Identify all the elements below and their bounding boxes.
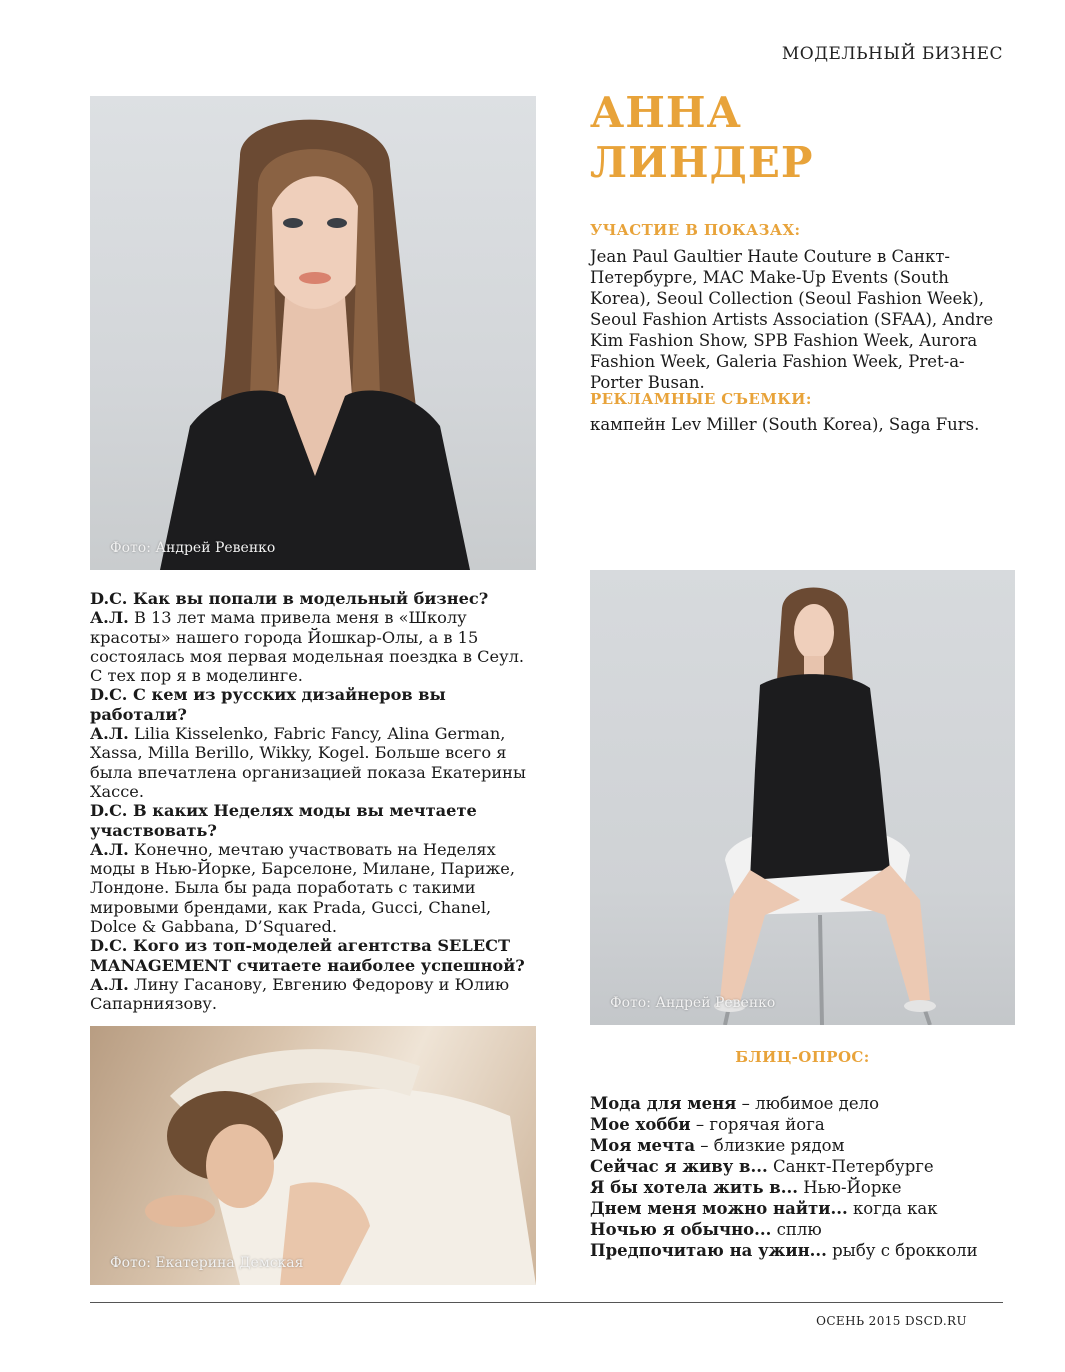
lying-photo bbox=[90, 1026, 536, 1285]
question-prefix: D.C. bbox=[90, 589, 128, 608]
lying-illustration bbox=[90, 1026, 536, 1285]
shows-text: Jean Paul Gaultier Haute Couture в Санкт-Петербурге, MAC Make-Up Events (South Korea), Seoul Collection (Seoul Fashion Week), Seoul Fashion Artists Association (SFAA), Andre Kim Fashion Show, SPB Fashion Week, Aurora Fashion Week, Galeria Fashion Week, Pret-a-Porter Busan. bbox=[590, 247, 994, 392]
blitz-key: Предпочитаю на ужин... bbox=[590, 1241, 827, 1260]
photo-credit: Фото: Андрей Ревенко bbox=[610, 995, 776, 1011]
model-name bbox=[590, 88, 1010, 188]
answer-text: Конечно, мечтаю участвовать на Неделях моды в Нью-Йорке, Барселоне, Милане, Париже, Лондоне. Была бы рада поработать с такими мировыми брендами, как Prada, Gucci, Chanel, Dolce & Gabbana, D’Squared. bbox=[90, 839, 516, 937]
blitz-value: – горячая йога bbox=[690, 1115, 825, 1134]
section-label: МОДЕЛЬНЫЙ БИЗНЕС bbox=[781, 44, 1003, 64]
blitz-item bbox=[590, 1219, 1015, 1240]
blitz-value: – близкие рядом bbox=[695, 1136, 845, 1155]
blitz-key: Моя мечта bbox=[590, 1136, 696, 1155]
seated-photo bbox=[590, 570, 1015, 1025]
question-text: Кого из топ-моделей агентства SELECT MANAGEMENT считаете наиболее успешной? bbox=[90, 936, 525, 975]
question-text: Как вы попали в модельный бизнес? bbox=[132, 589, 489, 608]
blitz-value: сплю bbox=[771, 1220, 822, 1239]
blitz-item bbox=[590, 1156, 1015, 1177]
portrait-illustration bbox=[90, 96, 536, 570]
blitz-key: Мода для меня bbox=[590, 1094, 737, 1113]
interview-answer bbox=[90, 608, 540, 685]
footer-issue: ОСЕНЬ 2015 DSCD.RU bbox=[816, 1314, 967, 1328]
question-prefix: D.C. bbox=[90, 801, 128, 821]
blitz-item bbox=[590, 1114, 1015, 1135]
blitz-value: когда как bbox=[847, 1199, 938, 1218]
blitz-key: Мое хобби bbox=[590, 1115, 691, 1134]
shows-heading: УЧАСТИЕ В ПОКАЗАХ: bbox=[590, 221, 801, 239]
seated-illustration bbox=[590, 570, 1015, 1025]
blitz-key: Я бы хотела жить в... bbox=[590, 1178, 798, 1197]
answer-text: Лину Гасанову, Евгению Федорову и Юлию Сапарниязову. bbox=[90, 974, 510, 1014]
interview-question bbox=[90, 589, 540, 608]
photo-credit: Фото: Екатерина Демская bbox=[110, 1255, 304, 1271]
blitz-item bbox=[590, 1198, 1015, 1219]
ads-text: кампейн Lev Miller (South Korea), Saga Furs. bbox=[590, 415, 980, 434]
question-text: В каких Неделях моды вы мечтаете участвовать? bbox=[90, 801, 477, 840]
answer-prefix: А.Л. bbox=[90, 608, 129, 628]
blitz-key: Днем меня можно найти... bbox=[590, 1199, 848, 1218]
blitz-heading: БЛИЦ-ОПРОС: bbox=[735, 1048, 870, 1066]
blitz-value: – любимое дело bbox=[736, 1094, 880, 1113]
interview-answer bbox=[90, 840, 540, 936]
blitz-value: Нью-Йорке bbox=[797, 1178, 902, 1197]
blitz-list bbox=[590, 1093, 1015, 1261]
answer-text: Lilia Kisselenko, Fabric Fancy, Alina German, Xassa, Milla Berillo, Wikky, Kogel. Больше всего я была впечатлена организацией показа Екатерины Хассе. bbox=[90, 724, 526, 801]
question-text: С кем из русских дизайнеров вы работали? bbox=[90, 685, 446, 724]
answer-prefix: А.Л. bbox=[90, 974, 129, 994]
interview bbox=[90, 589, 540, 1014]
blitz-value: Санкт-Петербурге bbox=[767, 1157, 934, 1176]
model-name-first: АННА bbox=[590, 88, 742, 137]
interview-question bbox=[90, 936, 540, 975]
footer-divider bbox=[90, 1302, 1003, 1303]
answer-text: В 13 лет мама привела меня в «Школу красоты» нашего города Йошкар-Олы, а в 15 состоялась моя первая модельная поездка в Сеул. С тех пор я в моделинге. bbox=[90, 608, 525, 686]
answer-prefix: А.Л. bbox=[90, 724, 129, 744]
blitz-item bbox=[590, 1093, 1015, 1114]
portrait-photo bbox=[90, 96, 536, 570]
blitz-key: Ночью я обычно... bbox=[590, 1220, 772, 1239]
blitz-item bbox=[590, 1240, 1015, 1261]
interview-question bbox=[90, 685, 540, 724]
interview-answer bbox=[90, 975, 540, 1014]
question-prefix: D.C. bbox=[90, 685, 128, 705]
blitz-item bbox=[590, 1177, 1015, 1198]
blitz-item bbox=[590, 1135, 1015, 1156]
answer-prefix: А.Л. bbox=[90, 839, 129, 859]
blitz-value: рыбу с брокколи bbox=[826, 1241, 978, 1260]
blitz-key: Сейчас я живу в... bbox=[590, 1157, 768, 1176]
interview-question bbox=[90, 801, 540, 840]
question-prefix: D.C. bbox=[90, 936, 128, 956]
interview-answer bbox=[90, 724, 540, 801]
ads-heading: РЕКЛАМНЫЕ СЪЕМКИ: bbox=[590, 390, 812, 408]
photo-credit: Фото: Андрей Ревенко bbox=[110, 540, 276, 556]
model-name-last: ЛИНДЕР bbox=[590, 138, 814, 187]
